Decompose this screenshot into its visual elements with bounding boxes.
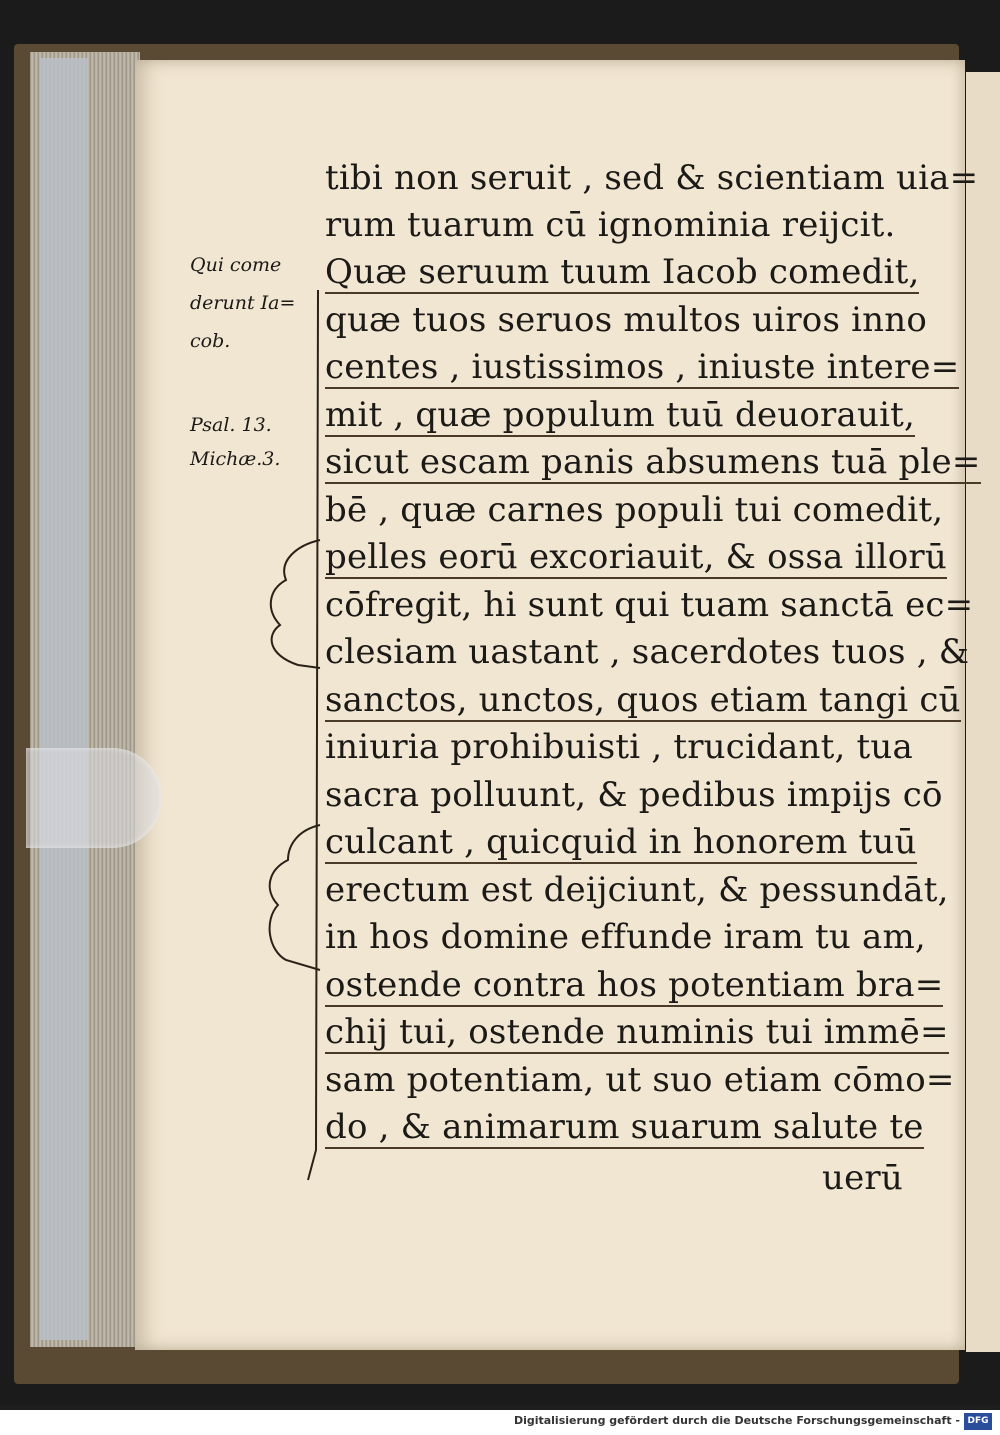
- text-line: sanctos, unctos, quos etiam tangi cū: [325, 680, 961, 720]
- text-line: quæ tuos seruos multos uiros inno: [325, 300, 928, 340]
- text-line: centes , iustissimos , iniuste intere=: [325, 347, 960, 387]
- facing-page-edge: [966, 72, 1000, 1352]
- page-clip: [26, 748, 162, 848]
- text-line: sicut escam panis absumens tuā ple=: [325, 442, 981, 482]
- text-line: tibi non seruit , sed & scientiam uia=: [325, 158, 979, 198]
- text-line: Quæ seruum tuum Iacob comedit,: [325, 252, 920, 292]
- footer-credit: Digitalisierung gefördert durch die Deutsche Forschungsgemeinschaft -: [513, 1414, 960, 1427]
- text-line: do , & animarum suarum salute te: [325, 1107, 924, 1147]
- dfg-logo-icon: DFG: [964, 1413, 992, 1430]
- text-line: rum tuarum cū ignominia reijcit.: [325, 205, 896, 245]
- text-line: ostende contra hos potentiam bra=: [325, 965, 944, 1005]
- text-line: sacra polluunt, & pedibus impijs cō: [325, 775, 943, 815]
- text-line: in hos domine effunde iram tu am,: [325, 917, 926, 957]
- margin-note: derunt Ia=: [190, 292, 296, 314]
- text-line: cōfregit, hi sunt qui tuam sanctā ec=: [325, 585, 974, 625]
- text-line: chij tui, ostende numinis tui immē=: [325, 1012, 949, 1052]
- margin-note: cob.: [190, 330, 231, 352]
- handwritten-bracket: [258, 290, 328, 1190]
- endpaper: [40, 58, 88, 1340]
- text-line: bē , quæ carnes populi tui comedit,: [325, 490, 944, 530]
- margin-note: Michæ.3.: [190, 448, 281, 470]
- text-line: culcant , quicquid in honorem tuū: [325, 822, 917, 862]
- text-line: pelles eorū excoriauit, & ossa illorū: [325, 537, 947, 577]
- margin-note: Psal. 13.: [190, 414, 272, 436]
- catchword: uerū: [822, 1158, 903, 1198]
- footer-bar: [0, 1410, 1000, 1435]
- text-line: erectum est deijciunt, & pessundāt,: [325, 870, 949, 910]
- text-line: sam potentiam, ut suo etiam cōmo=: [325, 1060, 955, 1100]
- margin-note: Qui come: [190, 254, 282, 276]
- text-line: iniuria prohibuisti , trucidant, tua: [325, 727, 913, 767]
- text-line: clesiam uastant , sacerdotes tuos , &: [325, 632, 970, 672]
- text-line: mit , quæ populum tuū deuorauit,: [325, 395, 916, 435]
